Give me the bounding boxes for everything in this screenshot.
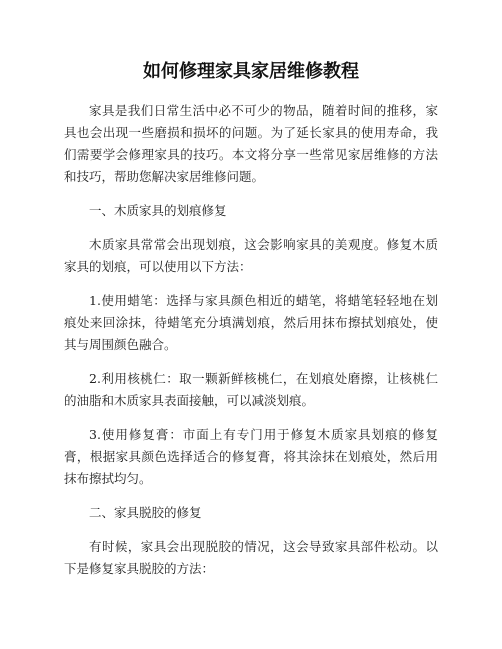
- list-item-walnut: 2.利用核桃仁：取一颗新鲜核桃仁，在划痕处磨擦，让核桃仁的油脂和木质家具表面接触，可以减淡划痕。: [64, 371, 438, 408]
- document-title: 如何修理家具家居维修教程: [143, 61, 359, 82]
- list-item-repair-paste: 3.使用修复膏：市面上有专门用于修复木质家具划痕的修复膏，根据家具颜色选择适合的修复膏，将其涂抹在划痕处，然后用抹布擦拭均匀。: [64, 427, 438, 486]
- section-heading-wood-scratch: 一、木质家具的划痕修复: [89, 203, 227, 218]
- intro-paragraph: 家具是我们日常生活中必不可少的物品，随着时间的推移，家具也会出现一些磨损和损坏的问题。为了延长家具的使用寿命，我们需要学会修理家具的技巧。本文将分享一些常见家居维修的方法和技巧，帮助您解决家居维修问题。: [64, 103, 438, 184]
- list-item-crayon: 1.使用蜡笔：选择与家具颜色相近的蜡笔，将蜡笔轻轻地在划痕处来回涂抹，待蜡笔充分填满划痕，然后用抹布擦拭划痕处，使其与周围颜色融合。: [64, 293, 438, 352]
- body-paragraph: 木质家具常常会出现划痕，这会影响家具的美观度。修复木质家具的划痕，可以使用以下方法：: [64, 237, 438, 274]
- body-paragraph: 有时候，家具会出现脱胶的情况，这会导致家具部件松动。以下是修复家具脱胶的方法：: [64, 539, 438, 576]
- section-heading-glue: 二、家具脱胶的修复: [89, 505, 202, 520]
